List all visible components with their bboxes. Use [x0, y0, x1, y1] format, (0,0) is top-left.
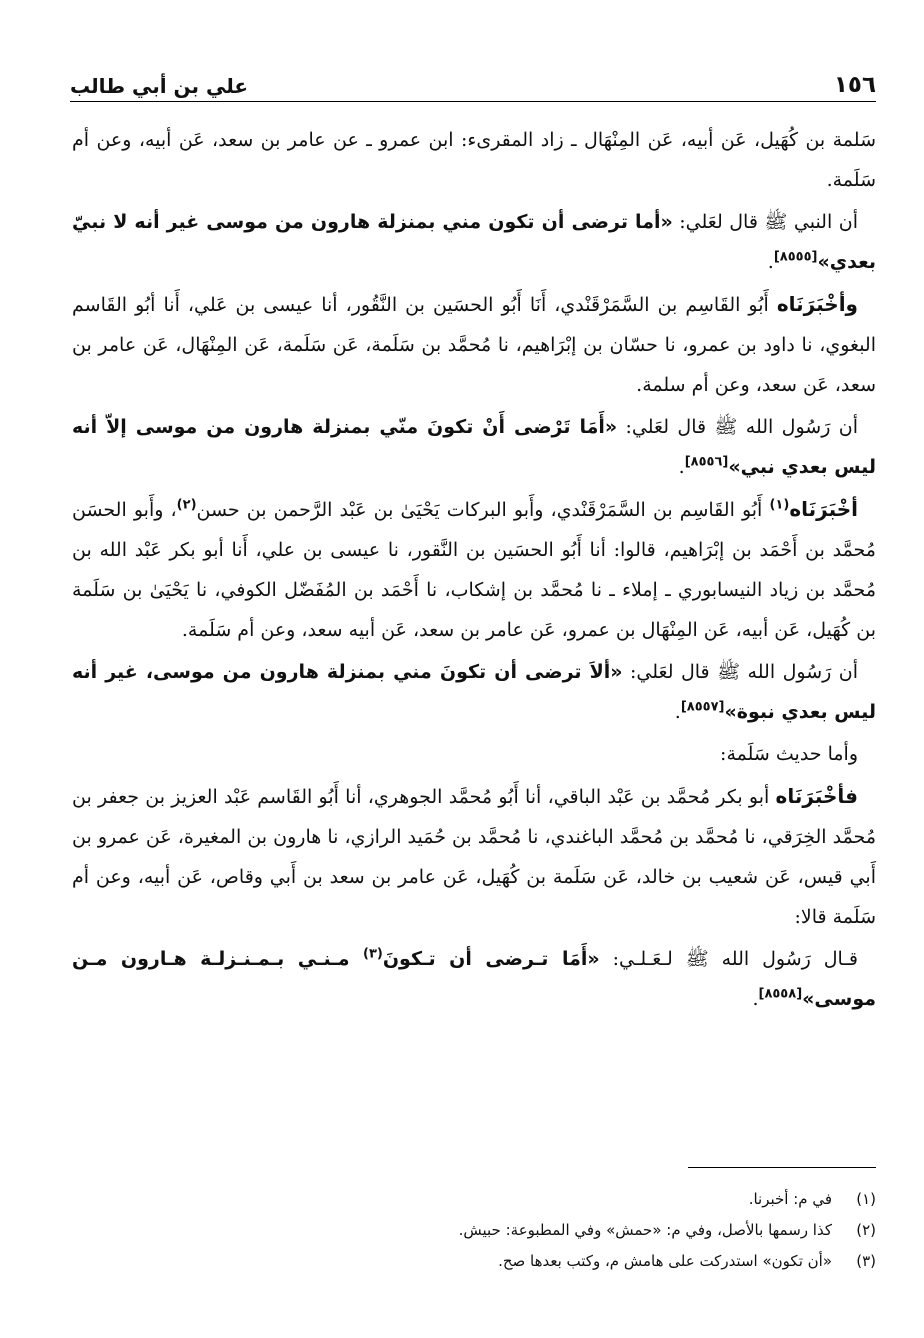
main-text	[72, 120, 876, 1021]
footnote-text: كذا رسمها بالأصل، وفي م: «حمش» وفي المطبوعة: حبيش.	[458, 1221, 832, 1239]
hadith-intro: أن رَسُول الله ﷺ قال لعَلي:	[617, 416, 859, 438]
paragraph-section-intro	[72, 734, 876, 774]
paragraph-hadith-1	[72, 202, 876, 282]
hadith-end: .	[752, 988, 759, 1010]
paragraph-text: أبو بكر مُحمَّد بن عَبْد الباقي، أنا أَبُو مُحمَّد الجوهري، أنا أَبُو القَاسم عَبْد العزيز بن جعفر بن مُحمَّد الخِرَقي، نا مُحمَّد بن مُحمَّد الباغندي، نا مُحمَّد بن حُمَيد الرازي، نا هارون بن المغيرة، عَن عمرو بن أَبي قيس، عَن شعيب بن خالد، عَن سَلَمة بن كُهَيل، عَن عامر بن سعد بن أَبي وقاص، عَن أبيه، وعن أم سَلَمة قالا:	[72, 786, 876, 928]
footnote-number: (٣)	[856, 1252, 876, 1270]
page-number: ١٥٦	[833, 72, 876, 98]
paragraph-hadith-2	[72, 407, 876, 487]
footnote-item	[72, 1184, 876, 1215]
paragraph-isnad-3	[72, 489, 876, 650]
page-header	[70, 58, 876, 98]
hadith-number: [٨٥٥٧]	[680, 699, 725, 715]
footnote-ref: (١)	[769, 497, 790, 513]
hadith-end: .	[674, 701, 681, 723]
hadith-number: [٨٥٥٥]	[773, 249, 818, 265]
isnad-keyword: فأخْبَرَنَاه	[775, 784, 858, 808]
paragraph-hadith-3	[72, 652, 876, 732]
footnote-item	[72, 1215, 876, 1246]
hadith-quote-cont: مـنـي بـمـنـزلـة هـارون مـن موسى»	[72, 948, 876, 1010]
header-rule	[70, 101, 876, 102]
paragraph-text: سَلمة بن كُهَيل، عَن أبيه، عَن المِنْهَال ـ زاد المقرىء: ابن عمرو ـ عن عامر بن سعد، عَن أبيه، وعن أم سَلَمة.	[72, 129, 876, 191]
paragraph-text: أَبُو القَاسِم بن السَّمَرْقَنْدي، أَنَا أَبُو الحسَين بن النَّقُور، أنا عيسى بن عَلي، أَنا أبُو القَاسم البغوي، نا داود بن عمرو، نا حسّان بن إبْرَاهيم، نا مُحمَّد بن سَلَمة، عَن سَلَمة، عَن المِنْهَال، عَن عامر بن سعد، عَن سعد، وعن أم سلمة.	[72, 294, 876, 396]
hadith-quote: «أَمَا تَرْضى أَنْ تكونَ منّي بمنزلة هارون من موسى إلاّ أنه ليس بعدي نبي»	[72, 416, 876, 478]
paragraph-text-cont: ، وأَبو الحسَن مُحمَّد بن أَحْمَد بن إبْرَاهيم، قالوا: أنا أَبُو الحسَين بن النَّقور، نا عيسى بن علي، أَنا أبو بكر عَبْد الله بن مُحمَّد بن زياد النيسابوري ـ إملاء ـ نا مُحمَّد بن إشكاب، نا أَحْمَد بن المُفَضّل الكوفي، نا يَحْيَىٰ بن سَلَمة بن كُهَيل، عَن أبيه، عَن المِنْهَال بن عمرو، عَن عامر بن سعد، عَن أبيه سعد، وعن أم سَلَمة.	[72, 499, 876, 641]
hadith-quote: «أَمَا تـرضى أن تـكونَ	[382, 948, 600, 970]
footnote-number: (١)	[856, 1190, 876, 1208]
hadith-quote: «ألاَ ترضى أن تكونَ مني بمنزلة هارون من موسى، غير أنه ليس بعدي نبوة»	[72, 661, 876, 723]
isnad-keyword: أخْبَرَنَاه	[789, 497, 859, 521]
paragraph-isnad-4	[72, 776, 876, 937]
paragraph-text: أَبُو القَاسِم بن السَّمَرْقَنْدي، وأَبو البركات يَحْيَىٰ بن عَبْد الرَّحمن بن حسن	[196, 499, 770, 521]
running-title: علي بن أبي طالب	[70, 74, 249, 98]
hadith-intro: أن النبي ﷺ قال لعَلي:	[672, 211, 858, 233]
hadith-intro: أن رَسُول الله ﷺ قال لعَلي:	[622, 661, 858, 683]
hadith-end: .	[678, 456, 685, 478]
footnote-ref: (٢)	[176, 497, 197, 513]
footnote-text: في م: أخبرنا.	[748, 1190, 832, 1208]
footnote-item	[72, 1246, 876, 1277]
footnote-number: (٢)	[856, 1221, 876, 1239]
paragraph-hadith-4	[72, 939, 876, 1019]
hadith-number: [٨٥٥٦]	[684, 454, 729, 470]
footnotes	[72, 1184, 876, 1277]
hadith-quote: «أما ترضى أن تكون مني بمنزلة هارون من موسى غير أنه لا نبيّ بعدي»	[72, 211, 876, 273]
footnote-separator	[688, 1167, 876, 1168]
paragraph-isnad-2	[72, 284, 876, 405]
paragraph-isnad-1	[72, 120, 876, 200]
hadith-number: [٨٥٥٨]	[758, 986, 803, 1002]
footnote-text: «أن تكون» استدركت على هامش م، وكتب بعدها صح.	[498, 1252, 832, 1270]
paragraph-text: وأما حديث سَلَمة:	[720, 743, 858, 765]
footnote-ref: (٣)	[363, 946, 383, 962]
hadith-end: .	[767, 251, 774, 273]
isnad-keyword: وأخْبَرَنَاه	[776, 292, 858, 316]
hadith-intro: قـال رَسُول الله ﷺ لـعَـلـي:	[599, 948, 858, 970]
